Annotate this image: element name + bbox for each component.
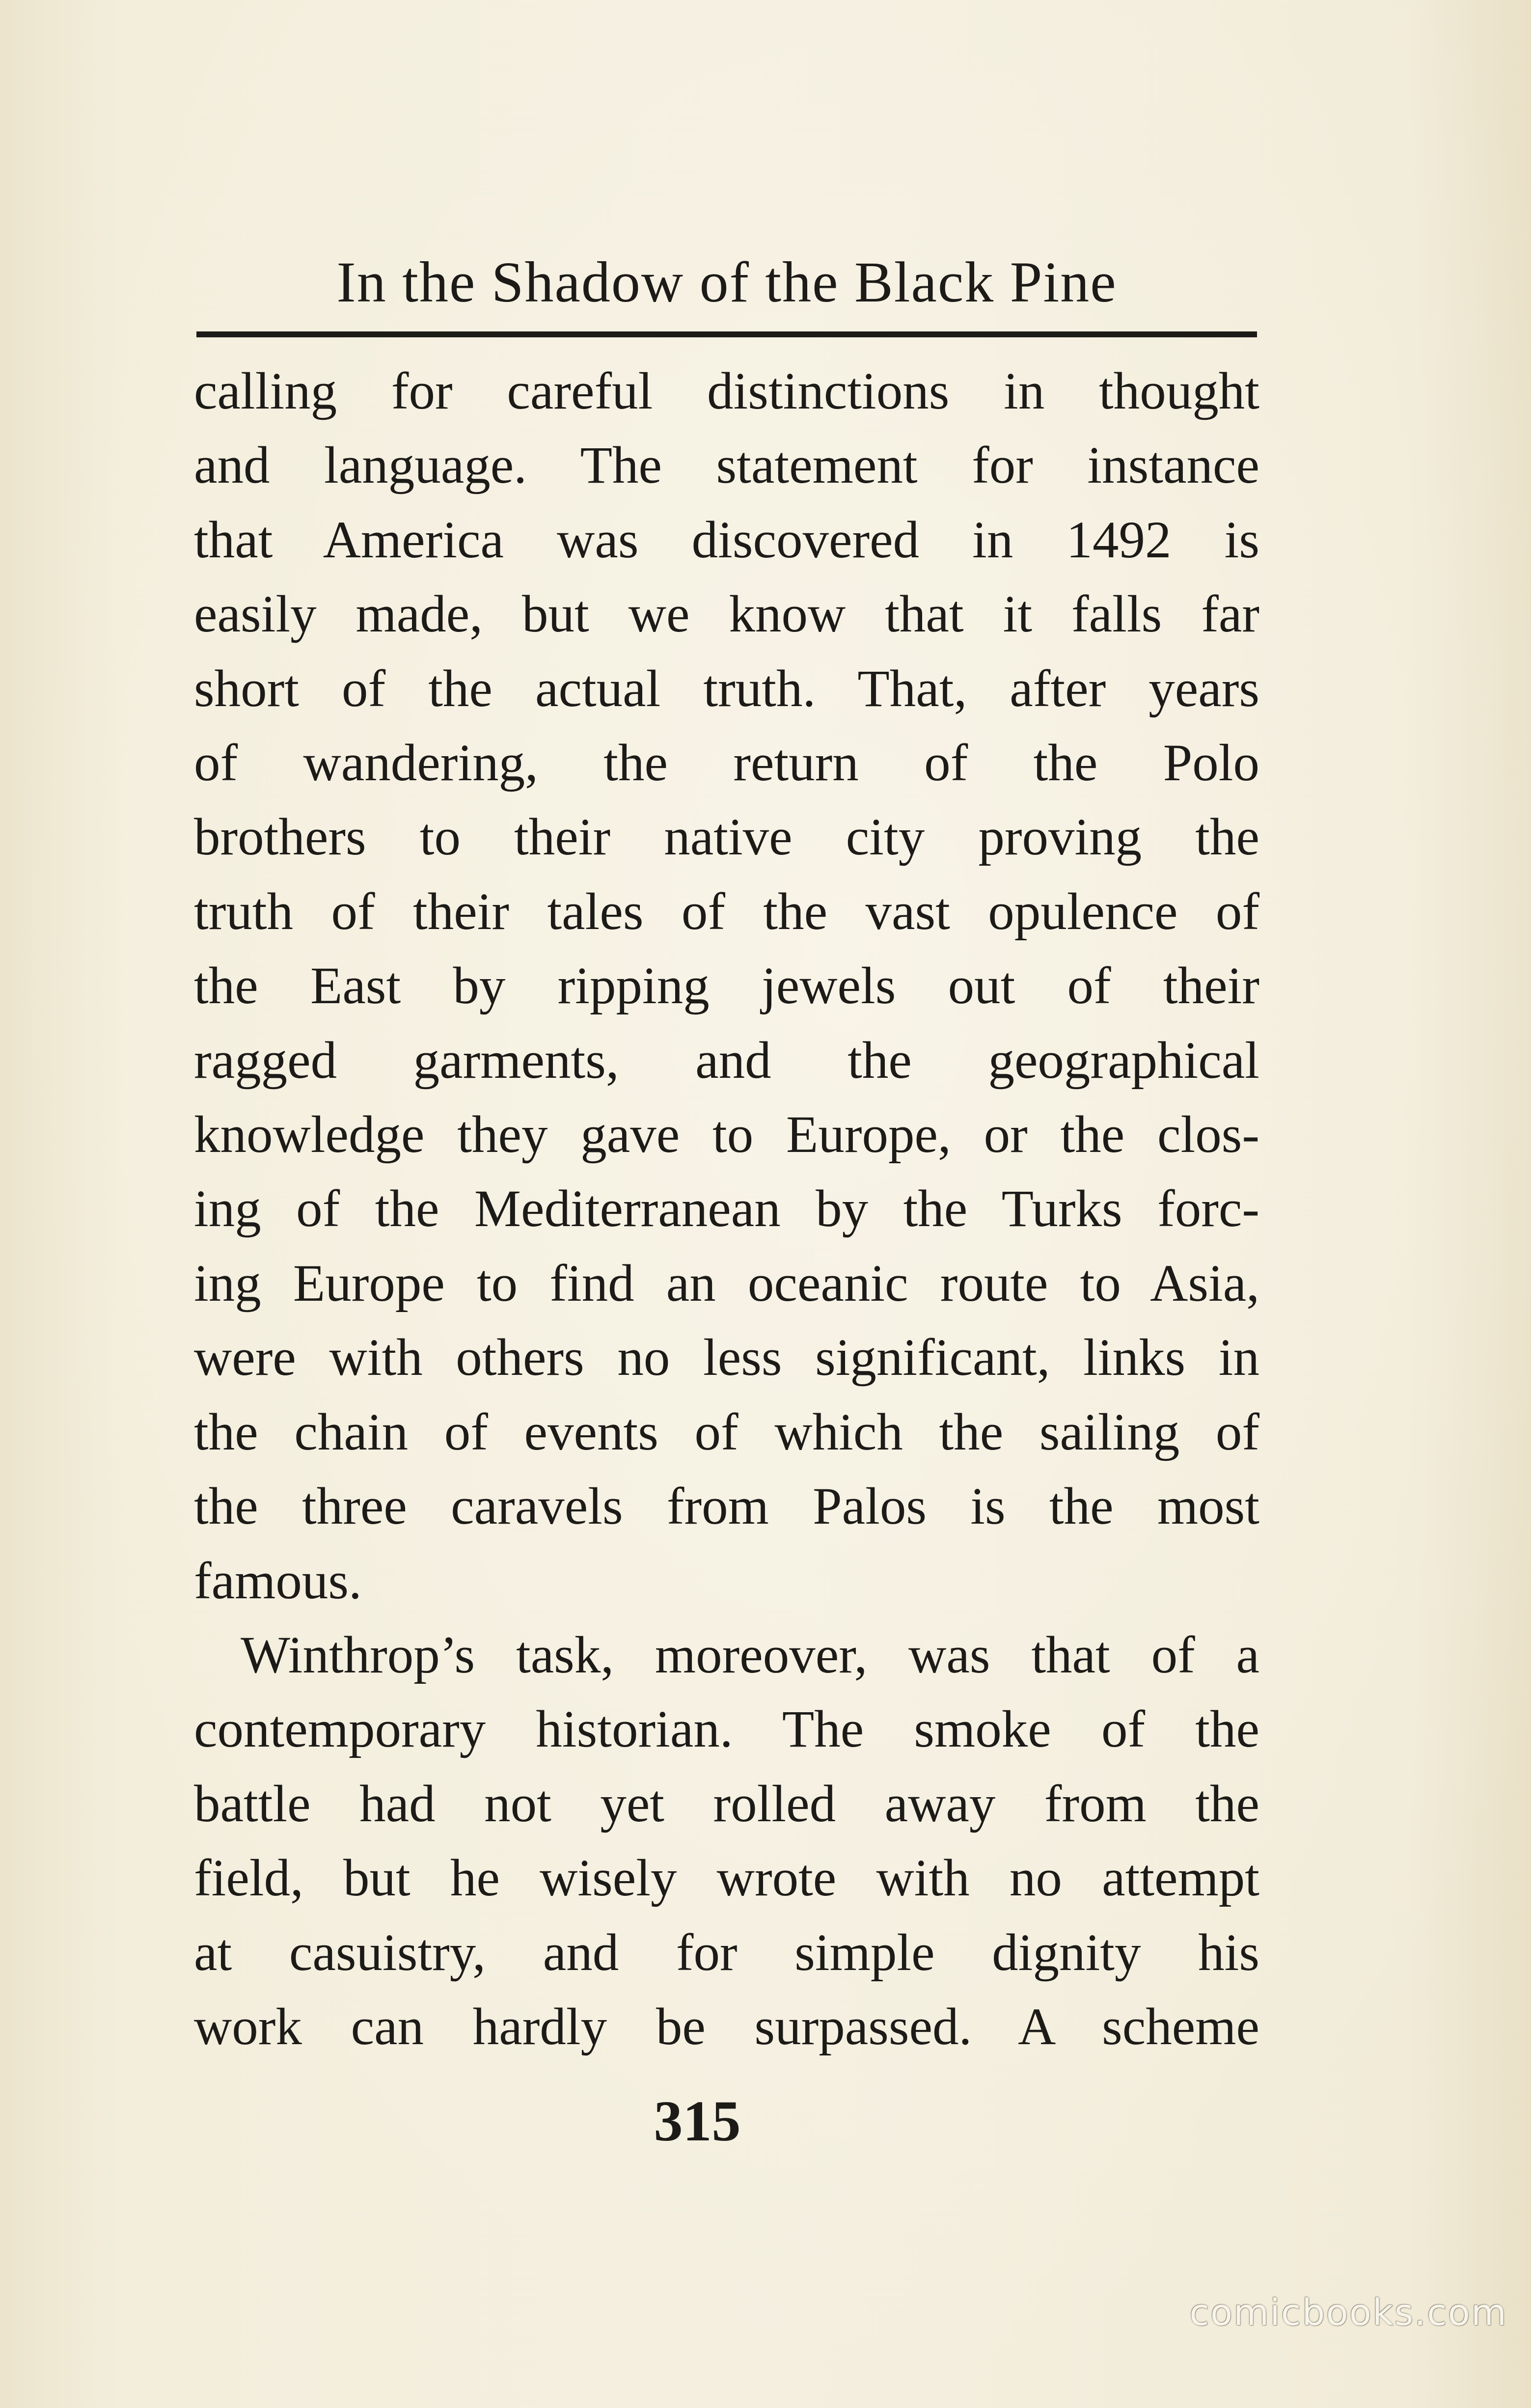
text-line: work can hardly be surpassed. A scheme (194, 1998, 1259, 2056)
text-line: ing Europe to find an oceanic route to Asia, (194, 1254, 1259, 1313)
text-line: short of the actual truth. That, after years (194, 659, 1259, 718)
text-line: battle had not yet rolled away from the (194, 1775, 1259, 1833)
text-line: the three caravels from Palos is the most (194, 1478, 1259, 1536)
text-line: the chain of events of which the sailing of (194, 1403, 1259, 1461)
text-line: truth of their tales of the vast opulence of (194, 882, 1259, 941)
text-line: knowledge they gave to Europe, or the clos- (194, 1106, 1259, 1164)
text-line: that America was discovered in 1492 is (194, 511, 1259, 569)
text-line: and language. The statement for instance (194, 437, 1259, 495)
text-line: ragged garments, and the geographical (194, 1031, 1259, 1090)
text-line: easily made, but we know that it falls far (194, 585, 1259, 644)
header-rule (196, 331, 1257, 337)
watermark: comicbooks.com (1189, 2292, 1507, 2334)
page-header (196, 246, 1257, 319)
text-line: contemporary historian. The smoke of the (194, 1700, 1259, 1759)
page-number: 315 (654, 2089, 741, 2153)
text-line: at casuistry, and for simple dignity his (194, 1923, 1259, 1982)
text-line: ing of the Mediterranean by the Turks forc- (194, 1180, 1259, 1238)
text-line: brothers to their native city proving the (194, 808, 1259, 867)
text-line: calling for careful distinctions in thought (194, 362, 1259, 420)
text-line: Winthrop’s task, moreover, was that of a (241, 1626, 1259, 1684)
body-text (194, 355, 1259, 2064)
text-line: were with others no less significant, links in (194, 1329, 1259, 1387)
text-line: the East by ripping jewels out of their (194, 957, 1259, 1015)
text-line: field, but he wisely wrote with no attempt (194, 1849, 1259, 1908)
text-line: of wandering, the return of the Polo (194, 734, 1259, 793)
running-head: In the Shadow of the Black Pine (336, 250, 1117, 314)
text-line: famous. (194, 1552, 362, 1610)
